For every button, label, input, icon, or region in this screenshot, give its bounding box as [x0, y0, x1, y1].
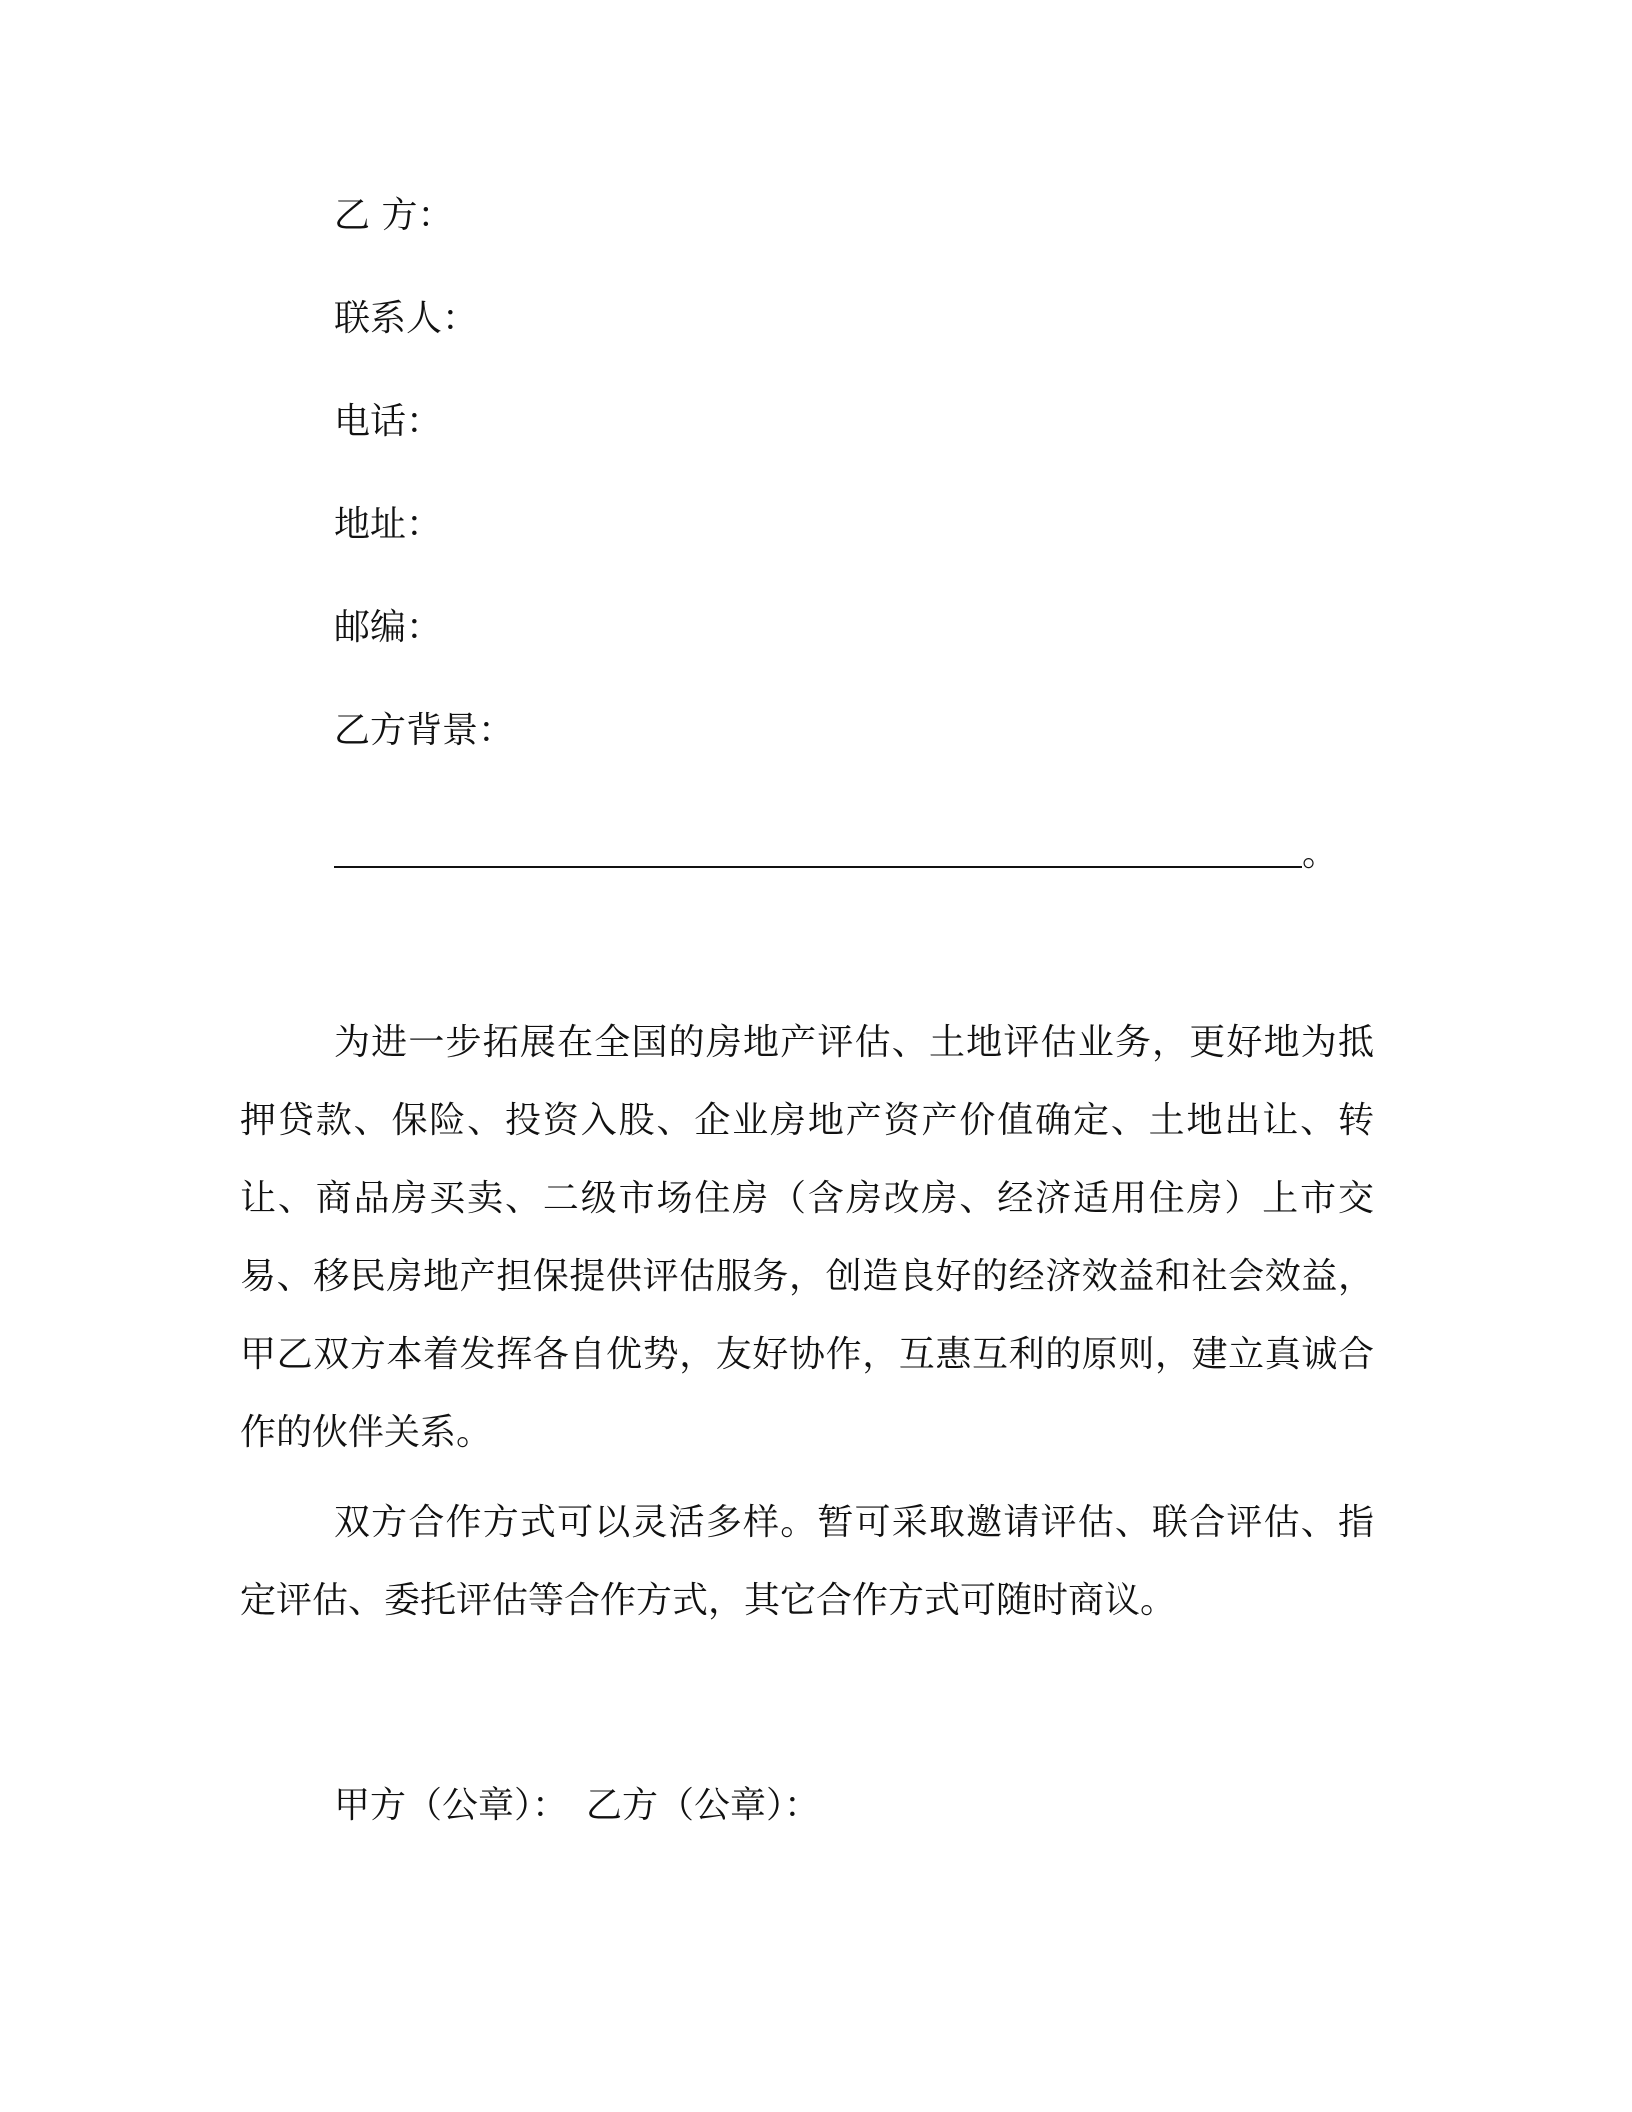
- party-b-phone-label: 电话：: [334, 401, 443, 442]
- party-b-seal-label: 乙方（公章）：: [586, 1785, 821, 1826]
- party-b-contact-label: 联系人：: [334, 298, 479, 339]
- blank-underline: [334, 866, 1302, 868]
- background-fill-line: [334, 830, 1338, 878]
- background-end-mark: 。: [1302, 833, 1339, 874]
- party-b-background-label: 乙方背景：: [334, 710, 515, 751]
- party-b-name-label: 乙 方：: [334, 195, 454, 236]
- cooperation-purpose-paragraph: 为进一步拓展在全国的房地产评估、土地评估业务，更好地为抵押贷款、保险、投资入股、企业房地产资产价值确定、土地出让、转让、商品房买卖、二级市场住房（含房改房、经济适用住房）上市交易、移民房地产担保提供评估服务，创造良好的经济效益和社会效益，甲乙双方本着发挥各自优势，友好协作，互惠互利的原则，建立真诚合作的伙伴关系。: [240, 1022, 1374, 1453]
- signature-line: [334, 1782, 820, 1830]
- party-b-postcode-label: 邮编：: [334, 607, 443, 648]
- cooperation-method-paragraph: 双方合作方式可以灵活多样。暂可采取邀请评估、联合评估、指定评估、委托评估等合作方式，其它合作方式可随时商议。: [240, 1502, 1374, 1621]
- party-a-seal-label: 甲方（公章）：: [334, 1785, 569, 1826]
- party-b-address-label: 地址：: [334, 504, 443, 545]
